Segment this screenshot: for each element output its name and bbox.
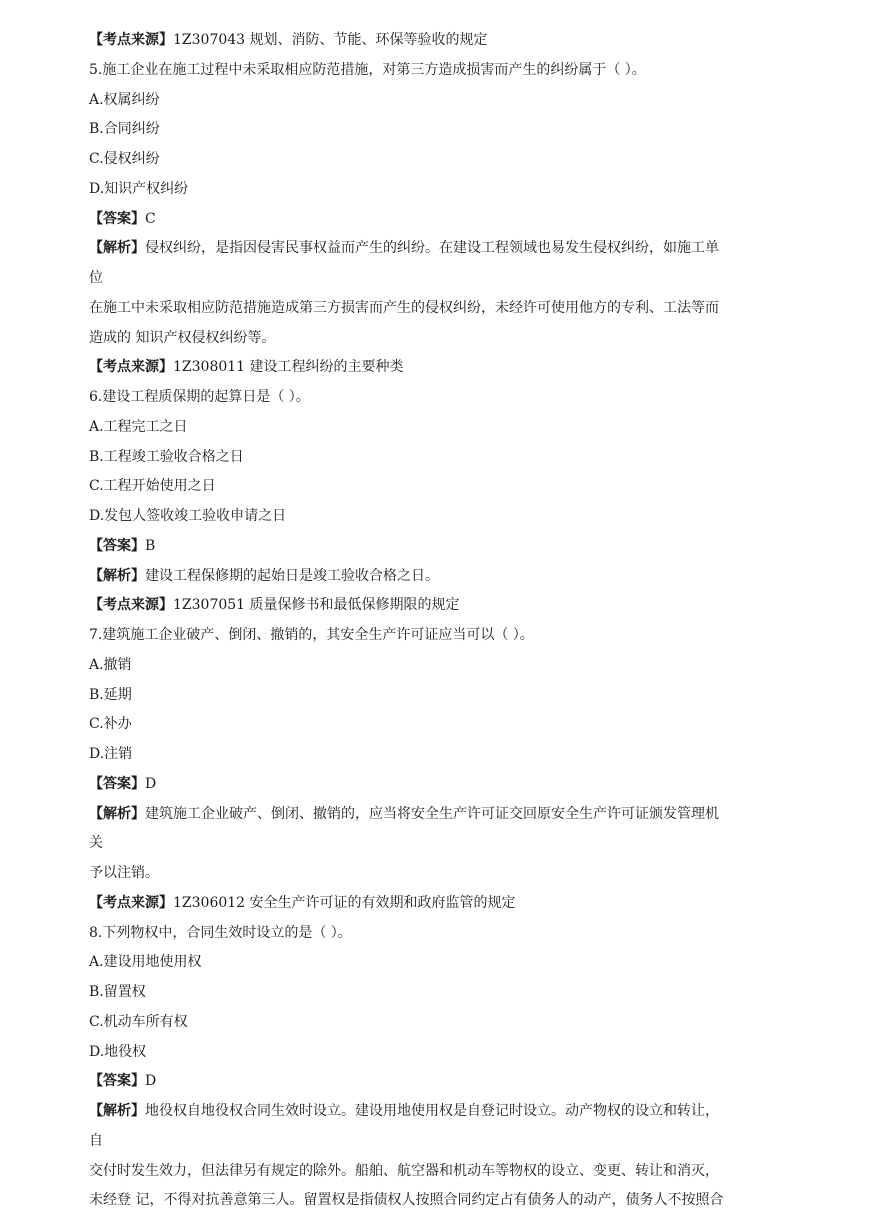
option-text: C.工程开始使用之日 (89, 478, 216, 495)
option-text: B.合同纠纷 (89, 121, 160, 138)
analysis-text: 侵权纠纷，是指因侵害民事权益而产生的纠纷。在建设工程领域也易发生侵权纠纷，如施工单 (145, 240, 719, 257)
text-line (89, 294, 789, 324)
option-line (89, 502, 789, 532)
option-line (89, 651, 789, 681)
option-line (89, 740, 789, 770)
analysis-text: 地役权自地役权合同生效时设立。建设用地使用权是自登记时设立。动产物权的设立和转让， (145, 1103, 719, 1119)
answer-tag: 【答案】 (89, 537, 145, 554)
question-line (89, 383, 789, 413)
analysis-tag: 【解析】 (89, 805, 145, 822)
answer-text: B (145, 537, 156, 554)
question-text: 5.施工企业在施工过程中未采取相应防范措施，对第三方造成损害而产生的纠纷属于（ ）。 (89, 61, 646, 78)
source-text: 1Z307051 质量保修书和最低保修期限的规定 (173, 597, 460, 614)
text-text: 交付时发生效力，但法律另有规定的除外。船舶、航空器和机动车等物权的设立、变更、转让和消灭， (89, 1162, 719, 1179)
option-line (89, 1038, 789, 1068)
source-line (89, 889, 789, 919)
answer-line (89, 532, 789, 562)
option-text: D.注销 (89, 746, 133, 762)
text-line (89, 829, 789, 859)
option-text: D.发包人签收竣工验收申请之日 (89, 508, 287, 524)
source-line (89, 26, 789, 56)
text-line (89, 859, 789, 889)
text-text: 在施工中未采取相应防范措施造成第三方损害而产生的侵权纠纷，未经许可使用他方的专利、工法等而 (89, 299, 719, 316)
source-text: 1Z306012 安全生产许可证的有效期和政府监管的规定 (173, 894, 516, 911)
option-line (89, 472, 789, 502)
option-line (89, 948, 789, 978)
text-line (89, 264, 789, 294)
analysis-text: 建设工程保修期的起始日是竣工验收合格之日。 (145, 567, 439, 584)
answer-text: D (145, 1073, 157, 1090)
text-text: 自 (89, 1132, 103, 1149)
analysis-tag: 【解析】 (89, 1103, 145, 1119)
text-text: 关 (89, 835, 103, 852)
text-line (89, 1157, 789, 1187)
source-tag: 【考点来源】 (89, 894, 173, 911)
analysis-text: 建筑施工企业破产、倒闭、撤销的，应当将安全生产许可证交回原安全生产许可证颁发管理机 (145, 805, 719, 822)
option-line (89, 681, 789, 711)
option-text: C.补办 (89, 716, 132, 733)
question-line (89, 919, 789, 949)
answer-text: C (145, 210, 156, 227)
option-line (89, 443, 789, 473)
analysis-tag: 【解析】 (89, 567, 145, 584)
text-text: 予以注销。 (89, 865, 159, 881)
text-text: 造成的 知识产权侵权纠纷等。 (89, 329, 276, 346)
option-line (89, 710, 789, 740)
option-text: A.建设用地使用权 (89, 954, 202, 971)
answer-line (89, 770, 789, 800)
text-line (89, 1127, 789, 1157)
option-text: A.工程完工之日 (89, 418, 188, 435)
question-line (89, 56, 789, 86)
answer-tag: 【答案】 (89, 210, 145, 227)
option-line (89, 115, 789, 145)
option-text: B.延期 (89, 686, 132, 703)
option-text: C.侵权纠纷 (89, 151, 160, 167)
text-line (89, 324, 789, 354)
option-text: A.权属纠纷 (89, 91, 160, 108)
text-text: 位 (89, 270, 103, 286)
option-text: D.知识产权纠纷 (89, 180, 189, 197)
option-text: A.撤销 (89, 656, 132, 673)
option-text: D.地役权 (89, 1043, 147, 1060)
source-text: 1Z308011 建设工程纠纷的主要种类 (173, 359, 404, 376)
answer-tag: 【答案】 (89, 1073, 145, 1090)
question-line (89, 621, 789, 651)
answer-text: D (145, 775, 157, 792)
text-line (89, 1186, 789, 1216)
option-line (89, 978, 789, 1008)
document-page (89, 26, 789, 1216)
question-text: 8.下列物权中，合同生效时设立的是（ ）。 (89, 924, 352, 941)
option-text: B.留置权 (89, 984, 146, 1000)
answer-line (89, 205, 789, 235)
text-text: 未经登 记，不得对抗善意第三人。留置权是指债权人按照合同约定占有债务人的动产，债务人不按照合 (89, 1192, 724, 1209)
analysis-line (89, 1097, 789, 1127)
question-text: 7.建筑施工企业破产、倒闭、撤销的，其安全生产许可证应当可以（ ）。 (89, 627, 534, 643)
analysis-line (89, 562, 789, 592)
source-tag: 【考点来源】 (89, 32, 173, 48)
source-line (89, 353, 789, 383)
analysis-line (89, 800, 789, 830)
option-line (89, 1008, 789, 1038)
question-text: 6.建设工程质保期的起算日是（ ）。 (89, 389, 310, 405)
analysis-tag: 【解析】 (89, 240, 145, 257)
analysis-line (89, 234, 789, 264)
source-text: 1Z307043 规划、消防、节能、环保等验收的规定 (173, 32, 488, 48)
option-line (89, 413, 789, 443)
source-line (89, 591, 789, 621)
option-text: C.机动车所有权 (89, 1013, 188, 1030)
option-line (89, 145, 789, 175)
answer-line (89, 1067, 789, 1097)
source-tag: 【考点来源】 (89, 597, 173, 614)
answer-tag: 【答案】 (89, 775, 145, 792)
option-text: B.工程竣工验收合格之日 (89, 448, 244, 465)
source-tag: 【考点来源】 (89, 359, 173, 376)
option-line (89, 86, 789, 116)
option-line (89, 175, 789, 205)
